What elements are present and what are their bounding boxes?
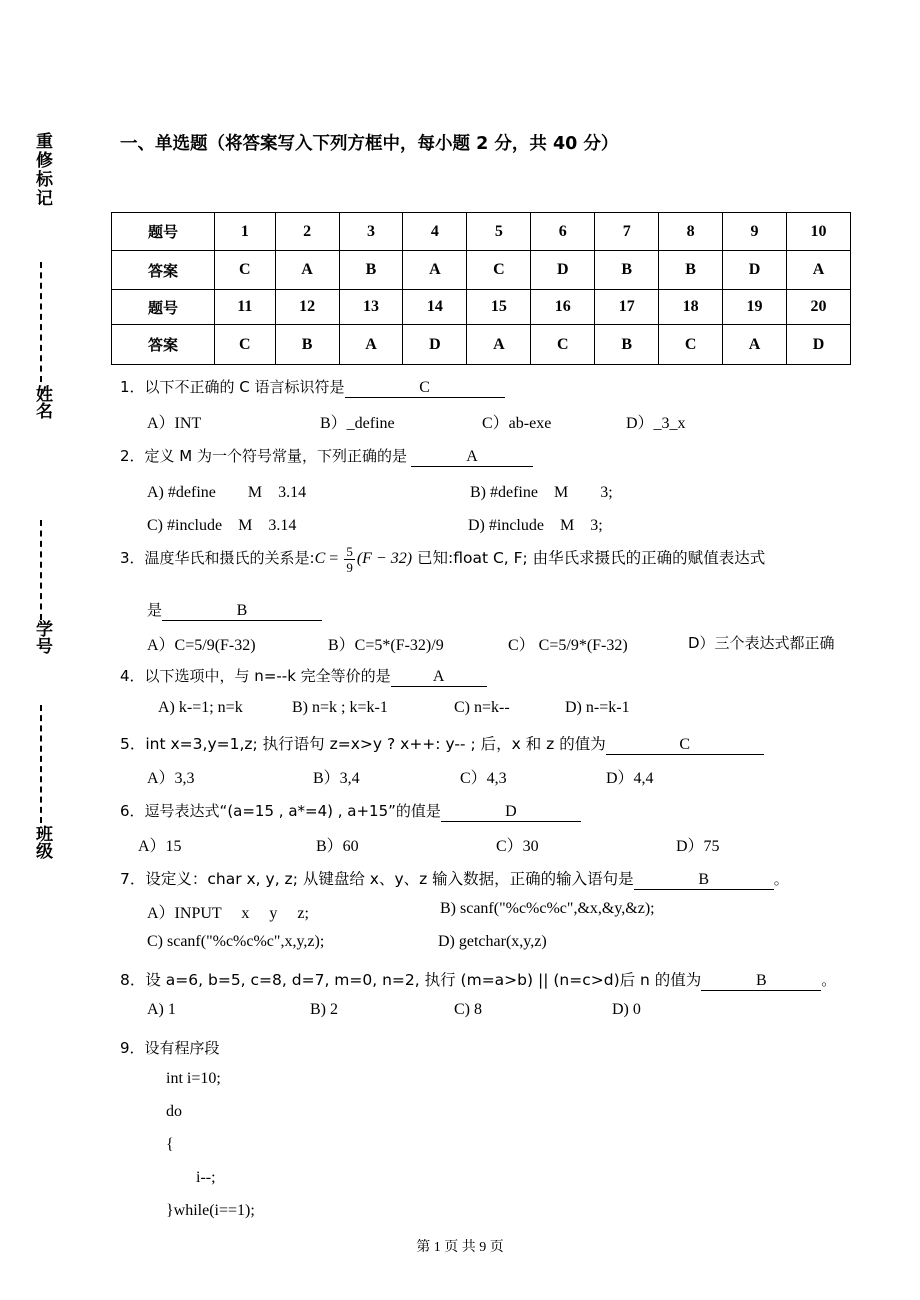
option: C) 8 bbox=[454, 1001, 482, 1018]
question-2 bbox=[120, 445, 533, 467]
question-number: 8 bbox=[659, 213, 723, 251]
student-id-text: 学号 bbox=[32, 620, 52, 654]
table-row bbox=[112, 213, 851, 251]
question-number: 9 bbox=[723, 213, 787, 251]
answer-cell[interactable]: A bbox=[275, 251, 339, 290]
answer-cell[interactable]: A bbox=[339, 325, 403, 365]
answer-cell[interactable]: C bbox=[467, 251, 531, 290]
question-end: 。 bbox=[821, 971, 837, 989]
option: C) scanf("%c%c%c",x,y,z); bbox=[147, 933, 325, 950]
retake-mark-label bbox=[22, 132, 62, 213]
question-number: 18 bbox=[659, 290, 723, 325]
option: C）30 bbox=[496, 838, 539, 855]
question-9: 9．设有程序段 bbox=[120, 1039, 220, 1057]
formula-eq: = bbox=[325, 550, 343, 568]
question-3-line2 bbox=[147, 599, 322, 621]
answer-cell[interactable]: B bbox=[659, 251, 723, 290]
retake-mark-text: 重修标记 bbox=[32, 132, 52, 208]
question-number: 7 bbox=[595, 213, 659, 251]
question-stem: 3．温度华氏和摄氏的关系是: bbox=[120, 549, 315, 568]
option: B）C=5*(F-32)/9 bbox=[328, 637, 444, 654]
option: A）INPUT x y z; bbox=[147, 905, 309, 922]
question-end: 。 bbox=[773, 870, 789, 888]
option: B) 2 bbox=[310, 1001, 338, 1018]
number-header: 题号 bbox=[112, 213, 215, 251]
page-footer: 第 1 页 共 9 页 bbox=[416, 1240, 504, 1255]
sidebar-divider bbox=[40, 262, 42, 382]
section-title: 一、单选题（将答案写入下列方框中，每小题 2 分，共 40 分） bbox=[120, 134, 619, 154]
question-6 bbox=[120, 800, 581, 822]
fraction-numerator: 5 bbox=[346, 544, 353, 559]
question-number: 13 bbox=[339, 290, 403, 325]
option: A）15 bbox=[138, 838, 182, 855]
option: B）_define bbox=[320, 415, 395, 432]
question-number: 4 bbox=[403, 213, 467, 251]
question-number: 15 bbox=[467, 290, 531, 325]
question-stem: 6．逗号表达式“(a=15 , a*=4) , a+15”的值是 bbox=[120, 802, 441, 820]
option: B) scanf("%c%c%c",&x,&y,&z); bbox=[440, 900, 655, 917]
answer-cell[interactable]: D bbox=[723, 251, 787, 290]
table-row bbox=[112, 251, 851, 290]
answer-blank[interactable]: B bbox=[634, 871, 774, 890]
option: D）_3_x bbox=[626, 415, 686, 432]
option: D) getchar(x,y,z) bbox=[438, 933, 547, 950]
answer-cell[interactable]: D bbox=[787, 325, 851, 365]
answer-cell[interactable]: C bbox=[215, 251, 276, 290]
question-5 bbox=[120, 732, 764, 755]
question-number: 5 bbox=[467, 213, 531, 251]
question-number: 3 bbox=[339, 213, 403, 251]
option: B）3,4 bbox=[313, 770, 360, 787]
code-line: }while(i==1); bbox=[166, 1202, 255, 1219]
answer-cell[interactable]: B bbox=[595, 325, 659, 365]
option: D）75 bbox=[676, 838, 720, 855]
formula-rest: (F − 32) bbox=[356, 550, 413, 568]
formula-c: C bbox=[314, 550, 326, 568]
option: A）3,3 bbox=[147, 770, 195, 787]
option: C）ab-exe bbox=[482, 415, 552, 432]
answer-header: 答案 bbox=[112, 325, 215, 365]
answer-cell[interactable]: B bbox=[339, 251, 403, 290]
option: A) k-=1; n=k bbox=[158, 699, 243, 716]
answer-blank[interactable]: B bbox=[162, 602, 322, 621]
option: A) #define M 3.14 bbox=[147, 484, 307, 501]
answer-cell[interactable]: A bbox=[467, 325, 531, 365]
option: D）4,4 bbox=[606, 770, 654, 787]
question-stem: 8．设 a=6, b=5, c=8, d=7, m=0, n=2, 执行 (m=a>b) || (n=c>d)后 n 的值为 bbox=[120, 971, 702, 989]
table-row bbox=[112, 325, 851, 365]
fraction-denominator: 9 bbox=[346, 560, 353, 575]
question-number: 6 bbox=[531, 213, 595, 251]
option: B）60 bbox=[316, 838, 359, 855]
name-text: 姓名 bbox=[32, 385, 52, 419]
question-number: 11 bbox=[215, 290, 276, 325]
answer-blank[interactable]: A bbox=[391, 668, 487, 687]
student-id-label bbox=[22, 620, 62, 659]
formula-fraction bbox=[344, 544, 355, 575]
option: D) #include M 3; bbox=[468, 517, 603, 534]
code-line: do bbox=[166, 1103, 182, 1120]
question-stem: 7．设定义：char x, y, z; 从键盘给 x、y、z 输入数据，正确的输入语句是 bbox=[120, 870, 634, 888]
question-1 bbox=[120, 376, 505, 398]
answer-cell[interactable]: D bbox=[531, 251, 595, 290]
question-number: 2 bbox=[275, 213, 339, 251]
code-line: { bbox=[166, 1136, 174, 1153]
answer-header: 答案 bbox=[112, 251, 215, 290]
answer-cell[interactable]: B bbox=[275, 325, 339, 365]
question-number: 17 bbox=[595, 290, 659, 325]
answer-table bbox=[111, 212, 851, 365]
question-7 bbox=[120, 867, 789, 890]
answer-cell[interactable]: C bbox=[215, 325, 276, 365]
option: A）C=5/9(F-32) bbox=[147, 637, 256, 654]
answer-cell[interactable]: D bbox=[403, 325, 467, 365]
question-3 bbox=[120, 544, 765, 575]
answer-cell[interactable]: A bbox=[787, 251, 851, 290]
answer-blank[interactable]: A bbox=[411, 448, 533, 467]
option: A) 1 bbox=[147, 1001, 176, 1018]
answer-blank[interactable]: D bbox=[441, 803, 581, 822]
question-number: 16 bbox=[531, 290, 595, 325]
question-4 bbox=[120, 665, 487, 687]
sidebar-divider bbox=[40, 705, 42, 823]
option: B) #define M 3; bbox=[470, 484, 613, 501]
question-number: 1 bbox=[215, 213, 276, 251]
question-stem: 1．以下不正确的 C 语言标识符是 bbox=[120, 378, 345, 396]
name-label bbox=[22, 385, 62, 424]
answer-blank[interactable]: B bbox=[701, 972, 821, 991]
answer-cell[interactable]: A bbox=[723, 325, 787, 365]
code-line: i--; bbox=[196, 1169, 216, 1186]
answer-blank[interactable]: C bbox=[606, 736, 764, 755]
option: D) n-=k-1 bbox=[565, 699, 630, 716]
question-number: 20 bbox=[787, 290, 851, 325]
option: C) n=k-- bbox=[454, 699, 510, 716]
class-text: 班级 bbox=[32, 825, 52, 859]
option: A）INT bbox=[147, 415, 202, 432]
answer-cell[interactable]: B bbox=[595, 251, 659, 290]
option: C) #include M 3.14 bbox=[147, 517, 297, 534]
question-stem-post: 已知:float C, F; 由华氏求摄氏的正确的赋值表达式 bbox=[412, 549, 766, 568]
option: C）4,3 bbox=[460, 770, 507, 787]
question-stem: 5．int x=3,y=1,z; 执行语句 z=x>y ? x++: y-- ; 后，x 和 z 的值为 bbox=[120, 735, 606, 753]
question-number: 19 bbox=[723, 290, 787, 325]
option: B) n=k ; k=k-1 bbox=[292, 699, 388, 716]
answer-cell[interactable]: C bbox=[531, 325, 595, 365]
question-number: 12 bbox=[275, 290, 339, 325]
question-number: 10 bbox=[787, 213, 851, 251]
code-line: int i=10; bbox=[166, 1070, 221, 1087]
question-stem: 4．以下选项中，与 n=--k 完全等价的是 bbox=[120, 667, 391, 685]
table-row bbox=[112, 290, 851, 325]
option: D）三个表达式都正确 bbox=[688, 634, 835, 652]
question-number: 14 bbox=[403, 290, 467, 325]
option: C） C=5/9*(F-32) bbox=[508, 637, 628, 654]
answer-cell[interactable]: C bbox=[659, 325, 723, 365]
question-stem: 2．定义 M 为一个符号常量，下列正确的是 bbox=[120, 447, 408, 465]
question-8 bbox=[120, 968, 836, 991]
sidebar-divider bbox=[40, 520, 42, 620]
option: D) 0 bbox=[612, 1001, 641, 1018]
answer-blank[interactable]: C bbox=[345, 379, 505, 398]
question-stem: 是 bbox=[147, 601, 163, 619]
number-header: 题号 bbox=[112, 290, 215, 325]
class-label bbox=[22, 825, 62, 864]
answer-cell[interactable]: A bbox=[403, 251, 467, 290]
